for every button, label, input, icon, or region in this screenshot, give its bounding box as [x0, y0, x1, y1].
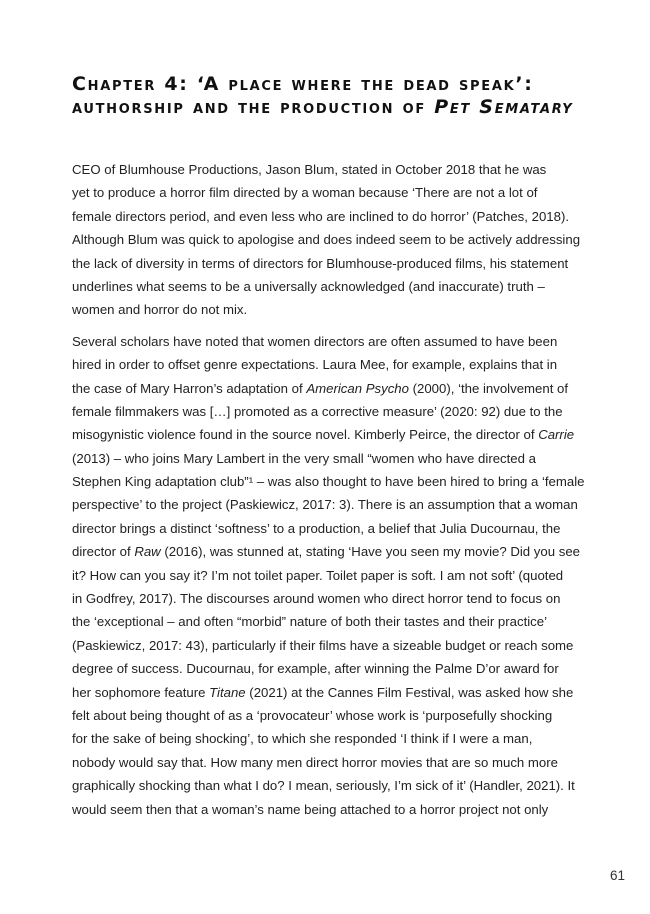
- text-run: women and horror do not mix.: [72, 302, 248, 318]
- text-line: [72, 228, 607, 251]
- paragraph-gap: [72, 322, 607, 330]
- text-run: hired in order to offset genre expectations. Laura Mee, for example, explains that in: [72, 357, 558, 373]
- film-title: American Psycho: [306, 380, 409, 396]
- film-title: Raw: [134, 544, 161, 560]
- text-run: director of: [72, 544, 135, 560]
- text-run: Stephen King adaptation club”¹ – was also thought to have been hired to bring a ‘female: [72, 474, 585, 490]
- text-run: Several scholars have noted that women directors are often assumed to have been: [72, 333, 558, 349]
- text-run: Although Blum was quick to apologise and does indeed seem to be actively addressing: [72, 232, 581, 248]
- text-line: [72, 423, 607, 446]
- text-run: perspective’ to the project (Paskiewicz, 2017: 3). There is an assumption that a woman: [72, 497, 578, 513]
- text-line: [72, 330, 607, 353]
- text-line: [72, 275, 607, 298]
- text-line: [72, 657, 607, 680]
- text-run: director brings a distinct ‘softness’ to a production, a belief that Julia Ducournau, the: [72, 520, 561, 536]
- text-line: [72, 353, 607, 376]
- text-line: [72, 400, 607, 423]
- paragraph: [72, 330, 607, 821]
- chapter-title-film: Pet Sematary: [434, 96, 574, 118]
- text-line: [72, 540, 607, 563]
- text-run: her sophomore feature: [72, 684, 210, 700]
- text-run: felt about being thought of as a ‘provocateur’ whose work is ‘purposefully shocking: [72, 707, 553, 723]
- text-run: nobody would say that. How many men direct horror movies that are so much more: [72, 754, 558, 770]
- paragraph: [72, 158, 607, 322]
- text-line: [72, 181, 607, 204]
- text-line: [72, 634, 607, 657]
- text-run: degree of success. Ducournau, for example, after winning the Palme D’or award for: [72, 661, 559, 677]
- text-line: [72, 704, 607, 727]
- text-run: (2000), ‘the involvement of: [408, 380, 569, 396]
- text-line: [72, 751, 607, 774]
- film-title: Carrie: [538, 427, 575, 443]
- chapter-title-main: Chapter 4: ‘A place where the dead speak’: authorship and the production of: [72, 73, 534, 118]
- text-run: for the sake of being shocking’, to which she responded ‘I think if I were a man,: [72, 731, 533, 747]
- text-run: CEO of Blumhouse Productions, Jason Blum, stated in October 2018 that he was: [72, 162, 547, 177]
- text-run: yet to produce a horror film directed by a woman because ‘There are not a lot of: [72, 185, 538, 201]
- text-run: misogynistic violence found in the source novel. Kimberly Peirce, the director of: [72, 427, 539, 443]
- text-run: in Godfrey, 2017). The discourses around women who direct horror tend to focus on: [72, 591, 561, 607]
- text-line: [72, 798, 607, 821]
- chapter-heading: [72, 73, 592, 119]
- text-line: [72, 564, 607, 587]
- text-line: [72, 298, 607, 321]
- text-run: (2013) – who joins Mary Lambert in the very small “women who have directed a: [72, 450, 536, 466]
- text-run: graphically shocking than what I do? I mean, seriously, I’m sick of it’ (Handler, 2021). It: [72, 778, 575, 794]
- text-line: [72, 205, 607, 228]
- text-run: (2016), was stunned at, stating ‘Have you seen my movie? Did you see: [160, 544, 580, 560]
- text-line: [72, 774, 607, 797]
- text-run: would seem then that a woman’s name being attached to a horror project not only: [72, 801, 549, 817]
- text-run: female filmmakers was […] promoted as a corrective measure’ (2020: 92) due to the: [72, 403, 563, 419]
- text-run: the ‘exceptional – and often “morbid” nature of both their tastes and their practice’: [72, 614, 548, 630]
- text-line: [72, 517, 607, 540]
- film-title: Titane: [209, 684, 246, 700]
- text-line: [72, 377, 607, 400]
- text-line: [72, 158, 607, 181]
- text-run: underlines what seems to be a universally acknowledged (and inaccurate) truth –: [72, 278, 545, 294]
- text-line: [72, 610, 607, 633]
- text-line: [72, 587, 607, 610]
- text-line: [72, 681, 607, 704]
- text-line: [72, 252, 607, 275]
- text-run: it? How can you say it? I’m not toilet paper. Toilet paper is soft. I am not soft’ (quoted: [72, 567, 564, 583]
- text-run: female directors period, and even less who are inclined to do horror’ (Patches, 2018).: [72, 208, 569, 224]
- text-run: (2021) at the Cannes Film Festival, was asked how she: [245, 684, 574, 700]
- text-run: the case of Mary Harron’s adaptation of: [72, 380, 307, 396]
- text-line: [72, 447, 607, 470]
- text-line: [72, 727, 607, 750]
- text-line: [72, 470, 607, 493]
- page-number: 61: [609, 868, 625, 883]
- text-run: (Paskiewicz, 2017: 43), particularly if their films have a sizeable budget or reach some: [72, 637, 574, 653]
- text-run: the lack of diversity in terms of directors for Blumhouse-produced films, his statement: [72, 255, 569, 271]
- chapter-body: [72, 158, 607, 821]
- text-line: [72, 493, 607, 516]
